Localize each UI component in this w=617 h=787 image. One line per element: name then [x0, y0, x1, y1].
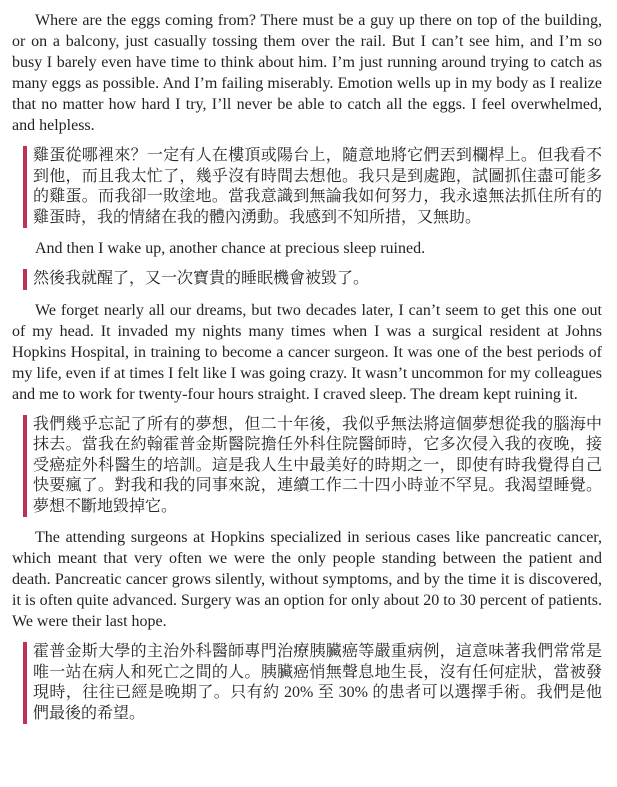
chinese-translation-block-2	[23, 269, 602, 290]
chinese-translation-block-3	[23, 415, 602, 518]
translation-accent-bar-1	[23, 146, 27, 228]
chinese-paragraph-3: 我們幾乎忘記了所有的夢想，但二十年後，我似乎無法將這個夢想從我的腦海中抹去。當我在約翰霍普金斯醫院擔任外科住院醫師時，它多次侵入我的夜晚，接受癌症外科醫生的培訓。這是我人生中最美好的時期之一，即使有時我覺得自己快要瘋了。對我和我的同事來說，連續工作二十四小時並不罕見。我渴望睡覺。夢想不斷地毀掉它。	[33, 415, 602, 515]
chinese-paragraph-1: 雞蛋從哪裡來？一定有人在樓頂或陽台上，隨意地將它們丟到欄桿上。但我看不到他，而且我太忙了，幾乎沒有時間去想他。我只是到處跑，試圖抓住盡可能多的雞蛋。而我卻一敗塗地。當我意識到無論我如何努力，我永遠無法抓住所有的雞蛋時，我的情緒在我的體內湧動。我感到不知所措，又無助。	[33, 147, 602, 226]
english-paragraph-3: We forget nearly all our dreams, but two decades later, I can’t seem to get this one out of my head. It invaded my nights many times when I was a surgical resident at Johns Hopkins Hospital, in training to become a cancer surgeon. It was one of the best periods of my life, even if at times I felt like I was going crazy. It wasn’t uncommon for my colleagues and me to work for twenty-four hours straight. I craved sleep. The dream kept ruining it.	[12, 301, 602, 403]
english-paragraph-2: And then I wake up, another chance at precious sleep ruined.	[35, 240, 426, 257]
chinese-translation-block-1	[23, 146, 602, 228]
translation-accent-bar-4	[23, 642, 27, 724]
chinese-paragraph-2: 然後我就醒了，又一次寶貴的睡眠機會被毀了。	[33, 270, 370, 287]
chinese-paragraph-4: 霍普金斯大學的主治外科醫師專門治療胰臟癌等嚴重病例，這意味著我們常常是唯一站在病人和死亡之間的人。胰臟癌悄無聲息地生長，沒有任何症狀，當被發現時，往往已經是晚期了。只有約 20% 至 30% 的患者可以選擇手術。我們是他們最後的希望。	[33, 643, 602, 722]
translation-accent-bar-2	[23, 269, 27, 290]
chinese-translation-block-4	[23, 642, 602, 724]
translation-accent-bar-3	[23, 415, 27, 518]
english-paragraph-4: The attending surgeons at Hopkins specialized in serious cases like pancreatic cancer, which meant that very often we were the only people standing between the patient and death. Pancreatic cancer grows silently, without symptoms, and by the time it is discovered, it is often quite advanced. Surgery was an option for only about 20 to 30 percent of patients. We were their last hope.	[12, 529, 602, 630]
english-paragraph-1: Where are the eggs coming from? There must be a guy up there on top of the building, or on a balcony, just casually tossing them over the rail. But I can’t see him, and I’m so busy I barely even have time to think about him. I’m just running around trying to catch as many eggs as possible. And I’m failing miserably. Emotion wells up in my body as I realize that no matter how hard I try, I’ll never be able to catch all the eggs. I feel overwhelmed, and helpless.	[12, 12, 602, 134]
